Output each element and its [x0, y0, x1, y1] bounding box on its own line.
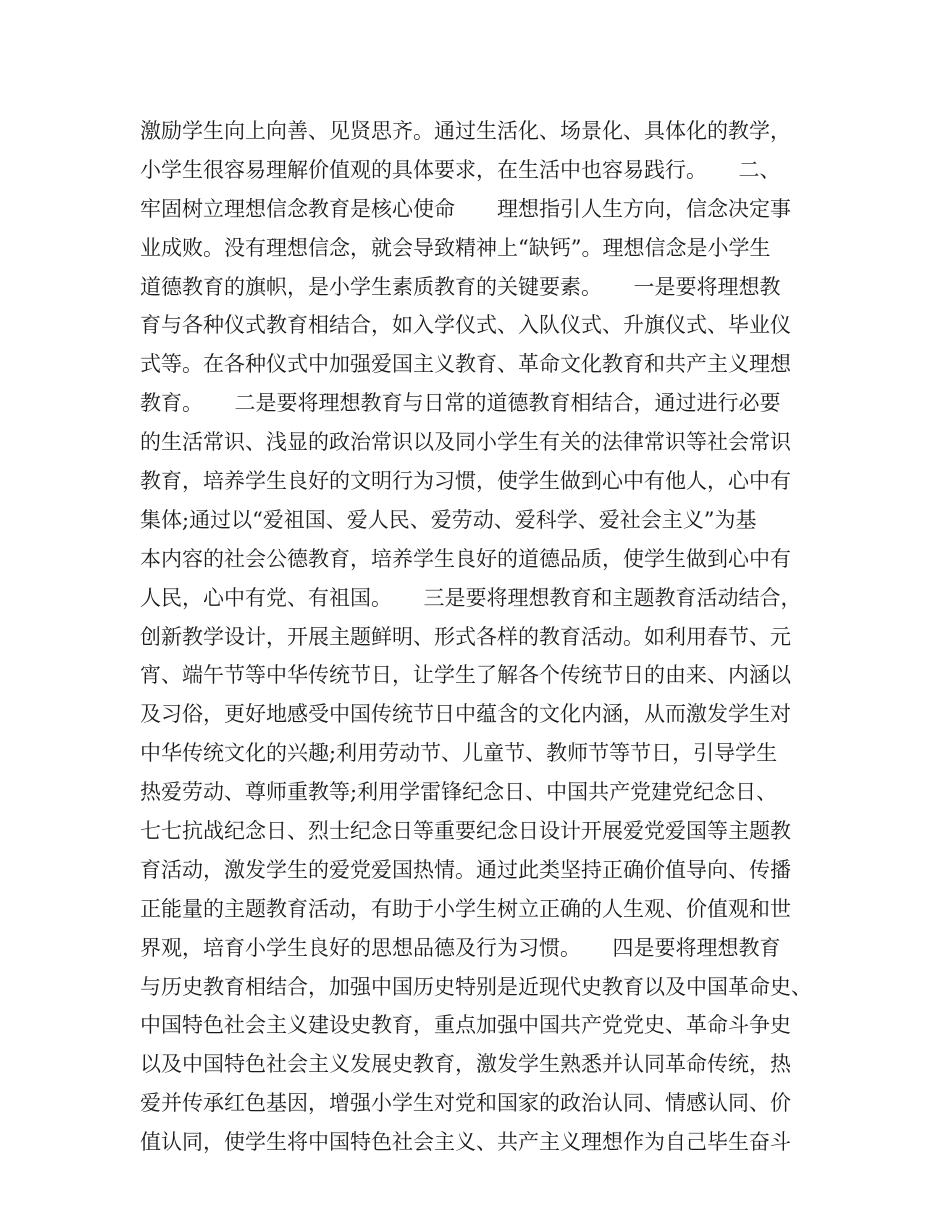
text-line: 小学生很容易理解价值观的具体要求，在生活中也容易践行。 二、 — [140, 157, 781, 182]
text-line: 创新教学设计，开展主题鲜明、形式各样的教育活动。如利用春节、元 — [140, 624, 791, 649]
text-line: 以及中国特色社会主义发展史教育，激发学生熟悉并认同革命传统，热 — [140, 1052, 791, 1077]
text-line: 育与各种仪式教育相结合，如入学仪式、入队仪式、升旗仪式、毕业仪 — [140, 313, 791, 338]
text-line: 教育，培养学生良好的文明行为习惯，使学生做到心中有他人，心中有 — [140, 469, 791, 494]
text-line: 牢固树立理想信念教育是核心使命 理想指引人生方向，信念决定事 — [140, 196, 791, 221]
text-line: 宵、端午节等中华传统节日，让学生了解各个传统节日的由来、内涵以 — [140, 663, 791, 688]
text-line: 激励学生向上向善、见贤思齐。通过生活化、场景化、具体化的教学， — [140, 119, 791, 143]
text-line: 的生活常识、浅显的政治常识以及同小学生有关的法律常识等社会常识 — [140, 430, 791, 455]
text-line: 值认同，使学生将中国特色社会主义、共产主义理想作为自己毕生奋斗 — [140, 1130, 791, 1155]
text-line: 七七抗战纪念日、烈士纪念日等重要纪念日设计开展爱党爱国等主题教 — [140, 819, 791, 844]
text-line: 业成败。没有理想信念，就会导致精神上“缺钙”。理想信念是小学生 — [140, 235, 771, 260]
text-line: 及习俗，更好地感受中国传统节日中蕴含的文化内涵，从而激发学生对 — [140, 702, 791, 727]
text-line: 正能量的主题教育活动，有助于小学生树立正确的人生观、价值观和世 — [140, 896, 791, 921]
body-text — [140, 112, 830, 1162]
text-line: 式等。在各种仪式中加强爱国主义教育、革命文化教育和共产主义理想 — [140, 352, 791, 377]
text-line: 育活动，激发学生的爱党爱国热情。通过此类坚持正确价值导向、传播 — [140, 857, 791, 882]
text-line: 爱并传承红色基因，增强小学生对党和国家的政治认同、情感认同、价 — [140, 1091, 791, 1116]
text-line: 中国特色社会主义建设史教育，重点加强中国共产党党史、革命斗争史 — [140, 1013, 791, 1038]
text-line: 集体;通过以“爱祖国、爱人民、爱劳动、爱科学、爱社会主义”为基 — [140, 507, 757, 532]
text-line: 道德教育的旗帜，是小学生素质教育的关键要素。 一是要将理想教 — [140, 274, 781, 299]
text-line: 中华传统文化的兴趣;利用劳动节、儿童节、教师节等节日，引导学生 — [140, 741, 778, 766]
text-line: 热爱劳动、尊师重教等;利用学雷锋纪念日、中国共产党建党纪念日、 — [140, 780, 778, 805]
text-line: 界观，培育小学生良好的思想品德及行为习惯。 四是要将理想教育 — [140, 935, 781, 960]
text-line: 与历史教育相结合，加强中国历史特别是近现代史教育以及中国革命史、 — [140, 974, 812, 999]
text-line: 教育。 二是要将理想教育与日常的道德教育相结合，通过进行必要 — [140, 391, 781, 416]
text-line: 人民，心中有党、有祖国。 三是要将理想教育和主题教育活动结合， — [140, 585, 802, 610]
text-line: 本内容的社会公德教育，培养学生良好的道德品质，使学生做到心中有 — [140, 546, 791, 571]
